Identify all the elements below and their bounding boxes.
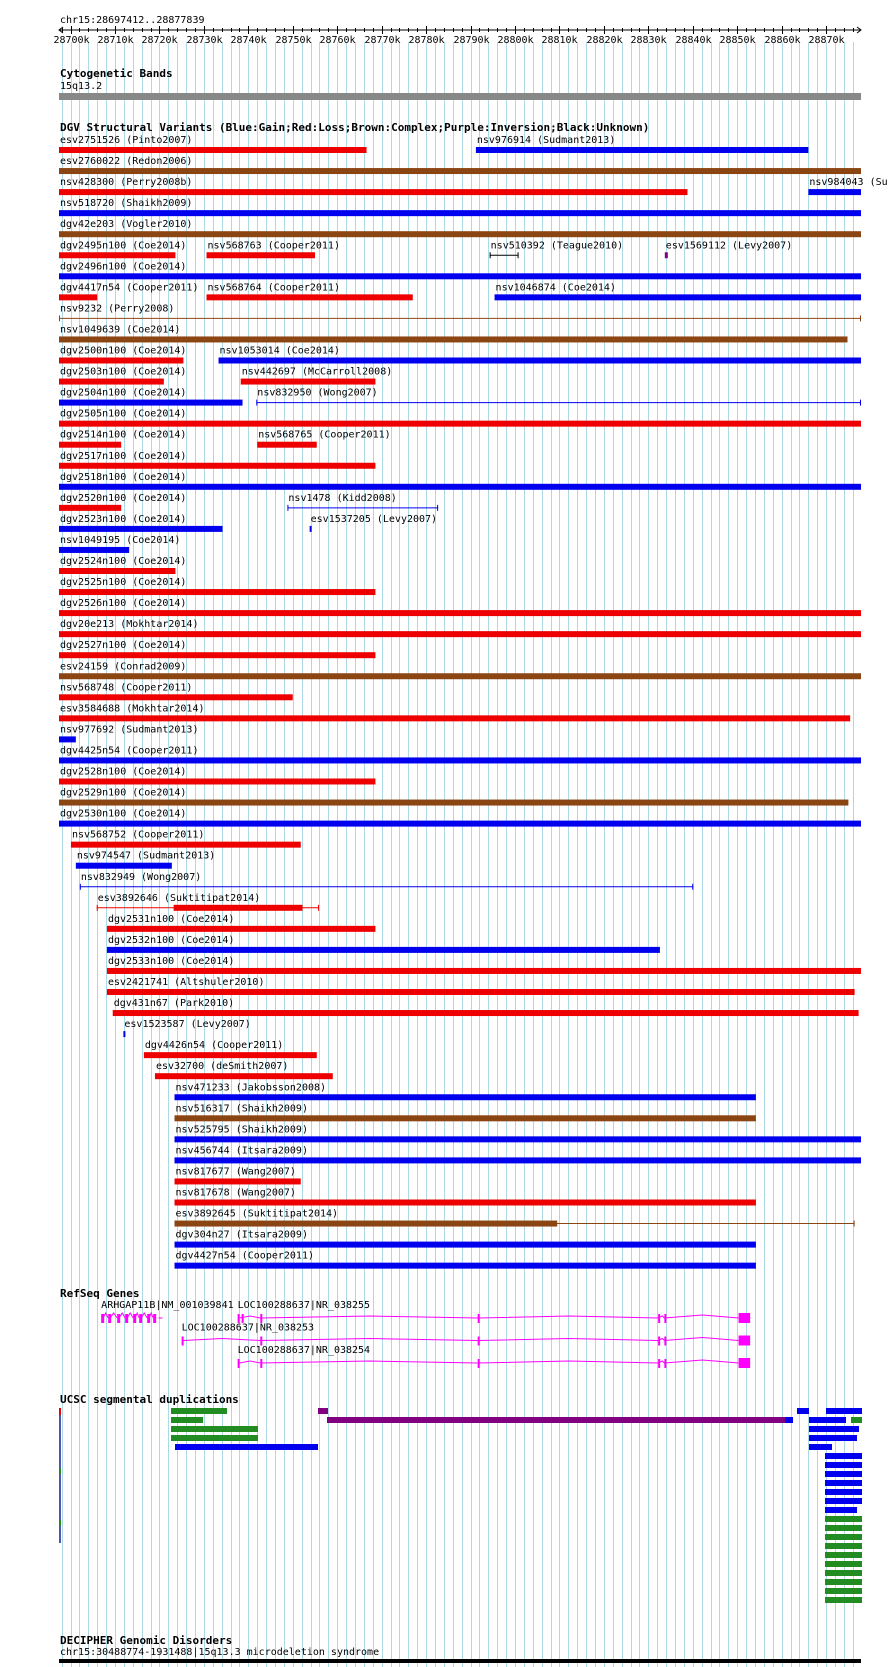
dgv-feature[interactable] xyxy=(107,977,855,995)
dgv-feature[interactable] xyxy=(495,282,861,300)
dgv-feature-label: nsv1049639 (Coe2014) xyxy=(60,324,181,336)
refseq-exon xyxy=(478,1314,480,1323)
dgv-feature-bar[interactable] xyxy=(808,189,861,195)
segdup-blue-block[interactable] xyxy=(175,1444,318,1450)
refseq-exon xyxy=(153,1314,156,1323)
dgv-feature-label: nsv9232 (Perry2008) xyxy=(60,303,175,315)
dgv-feature-bar[interactable] xyxy=(175,1263,756,1269)
dgv-feature-bar[interactable] xyxy=(59,463,375,469)
dgv-feature-label: nsv568764 (Cooper2011) xyxy=(207,282,340,294)
dgv-feature[interactable] xyxy=(59,198,861,216)
dgv-feature-label: nsv568763 (Cooper2011) xyxy=(207,240,340,252)
dgv-feature-bar[interactable] xyxy=(59,147,367,153)
dgv-feature[interactable] xyxy=(59,514,223,532)
dgv-feature-label: nsv471233 (Jakobsson2008) xyxy=(175,1082,327,1094)
decipher-track-title: DECIPHER Genomic Disorders xyxy=(60,1634,233,1647)
segdup-green-block[interactable] xyxy=(171,1408,227,1414)
refseq-exon xyxy=(664,1337,666,1346)
dgv-feature-bar[interactable] xyxy=(59,526,223,532)
ruler-tick-label: 28850k xyxy=(719,35,756,46)
segdup-blue-block[interactable] xyxy=(785,1417,793,1423)
dgv-feature[interactable] xyxy=(59,745,861,763)
refseq-exon xyxy=(739,1313,751,1323)
refseq-exon xyxy=(101,1314,104,1323)
dgv-feature-label: nsv974547 (Sudmant2013) xyxy=(76,850,216,862)
dgv-feature[interactable] xyxy=(59,367,186,385)
refseq-track-title: RefSeq Genes xyxy=(60,1287,140,1300)
refseq-exon xyxy=(133,1314,136,1323)
dgv-feature-bar[interactable] xyxy=(59,252,175,258)
dgv-feature-bar[interactable] xyxy=(59,631,861,637)
dgv-feature-label: esv3892645 (Suktitipat2014) xyxy=(175,1208,339,1220)
dgv-feature-label: dgv2496n100 (Coe2014) xyxy=(60,261,187,273)
dgv-feature[interactable] xyxy=(59,219,861,237)
dgv-feature-label: dgv2524n100 (Coe2014) xyxy=(60,556,187,567)
dgv-feature-bar[interactable] xyxy=(76,863,172,869)
dgv-feature-label: dgv2532n100 (Coe2014) xyxy=(107,934,235,946)
dgv-feature-label: esv2421741 (Altshuler2010) xyxy=(107,977,265,988)
dgv-feature-bar[interactable] xyxy=(59,358,183,364)
dgv-feature-bar[interactable] xyxy=(107,968,861,974)
dgv-feature-label: nsv1053014 (Coe2014) xyxy=(219,345,340,357)
dgv-feature-bar[interactable] xyxy=(207,294,413,300)
refseq-exon xyxy=(478,1337,480,1346)
refseq-gene-label: ARHGAP11B|NM_001039841 xyxy=(101,1300,234,1311)
dgv-feature-label: dgv431n67 (Park2010) xyxy=(113,998,235,1010)
dgv-feature-label: nsv518720 (Shaikh2009) xyxy=(60,198,193,210)
dgv-feature-label: dgv2520n100 (Coe2014) xyxy=(60,492,187,504)
dgv-feature-label: nsv525795 (Shaikh2009) xyxy=(175,1124,308,1136)
refseq-gene-label: LOC100288637|NR_038255 xyxy=(237,1300,371,1311)
dgv-feature-label: dgv42e203 (Vogler2010) xyxy=(60,219,193,231)
dgv-feature-label: dgv2500n100 (Coe2014) xyxy=(60,345,187,357)
refseq-gene-label: LOC100288637|NR_038254 xyxy=(237,1345,371,1356)
dgv-feature[interactable] xyxy=(59,451,375,469)
ruler xyxy=(53,26,861,46)
dgv-feature[interactable] xyxy=(256,388,861,406)
refseq-exon xyxy=(658,1314,660,1323)
dgv-feature-label: nsv568752 (Cooper2011) xyxy=(71,829,205,841)
dgv-feature-bar[interactable] xyxy=(310,526,312,532)
dgv-track xyxy=(59,135,888,1269)
ruler-tick-label: 28750k xyxy=(275,35,312,46)
dgv-feature[interactable] xyxy=(59,388,243,406)
dgv-feature-bar[interactable] xyxy=(59,273,861,279)
dgv-feature-bar[interactable] xyxy=(59,189,687,195)
dgv-feature[interactable] xyxy=(175,1082,756,1100)
dgv-feature-bar[interactable] xyxy=(59,589,375,595)
ruler-tick-label: 28780k xyxy=(408,35,445,46)
dgv-feature-bar[interactable] xyxy=(59,694,293,700)
dgv-feature-bar[interactable] xyxy=(665,252,668,258)
dgv-feature[interactable] xyxy=(287,493,438,511)
dgv-feature-bar[interactable] xyxy=(59,294,97,300)
refseq-exon xyxy=(108,1314,111,1323)
ruler-tick-label: 28770k xyxy=(364,35,401,46)
dgv-feature-label: dgv2517n100 (Coe2014) xyxy=(60,450,187,462)
dgv-feature[interactable] xyxy=(59,767,375,785)
dgv-feature-label: dgv2505n100 (Coe2014) xyxy=(60,408,187,420)
dgv-feature-bar[interactable] xyxy=(59,673,861,679)
refseq-exon xyxy=(117,1314,120,1323)
ruler-tick-label: 28790k xyxy=(453,35,490,46)
dgv-feature[interactable] xyxy=(107,935,660,953)
dgv-feature[interactable] xyxy=(144,1040,317,1058)
dgv-feature[interactable] xyxy=(59,577,375,595)
refseq-exon xyxy=(664,1359,666,1368)
dgv-feature-bar[interactable] xyxy=(59,168,861,174)
decipher-feature-label: chr15:30488774-1931488|15q13.3 microdeletion syndrome xyxy=(60,1647,380,1658)
dgv-feature[interactable] xyxy=(175,1124,861,1142)
dgv-feature-bar[interactable] xyxy=(175,1094,756,1100)
dgv-feature[interactable] xyxy=(175,1188,756,1206)
dgv-feature[interactable] xyxy=(490,240,623,258)
dgv-feature[interactable] xyxy=(175,1230,756,1248)
dgv-feature-label: nsv977692 (Sudmant2013) xyxy=(60,724,199,736)
dgv-feature-label: esv1569112 (Levy2007) xyxy=(665,240,793,252)
refseq-exon xyxy=(182,1337,184,1346)
dgv-feature-label: dgv2527n100 (Coe2014) xyxy=(60,640,187,652)
dgv-feature[interactable] xyxy=(80,872,693,890)
dgv-feature[interactable] xyxy=(808,177,887,195)
dgv-feature-bar[interactable] xyxy=(123,1031,125,1037)
dgv-feature-label: dgv304n27 (Itsara2009) xyxy=(175,1229,308,1241)
segdup-track-title: UCSC segmental duplications xyxy=(60,1393,239,1406)
dgv-feature[interactable] xyxy=(175,1103,756,1121)
dgv-feature-bar[interactable] xyxy=(219,358,861,364)
segdup-track xyxy=(59,1408,862,1603)
refseq-exon xyxy=(125,1314,128,1323)
dgv-feature-label: nsv1478 (Kidd2008) xyxy=(288,492,397,504)
dgv-feature[interactable] xyxy=(59,430,186,448)
dgv-feature-bar[interactable] xyxy=(241,379,376,385)
dgv-feature-bar[interactable] xyxy=(59,505,121,511)
dgv-feature[interactable] xyxy=(476,135,808,153)
refseq-exon xyxy=(147,1314,150,1323)
dgv-feature-bar[interactable] xyxy=(476,147,808,153)
ruler-tick-label: 28830k xyxy=(630,35,667,46)
dgv-feature[interactable] xyxy=(59,409,861,427)
dgv-feature[interactable] xyxy=(59,346,186,364)
refseq-gene[interactable] xyxy=(238,1345,751,1368)
dgv-feature-bar[interactable] xyxy=(59,231,861,237)
dgv-feature-bar[interactable] xyxy=(59,442,121,448)
dgv-feature-bar[interactable] xyxy=(59,715,850,721)
dgv-feature-label: esv1523587 (Levy2007) xyxy=(124,1019,251,1031)
dgv-feature[interactable] xyxy=(241,367,393,385)
dgv-feature[interactable] xyxy=(107,956,861,974)
dgv-feature-bar[interactable] xyxy=(175,1115,756,1121)
dgv-feature-label: dgv20e213 (Mokhtar2014) xyxy=(60,619,199,631)
cytoband-label: 15q13.2 xyxy=(60,81,103,92)
segdup-purple-block[interactable] xyxy=(327,1417,787,1423)
dgv-feature[interactable] xyxy=(59,598,861,616)
dgv-feature-bar[interactable] xyxy=(59,652,375,658)
dgv-feature-bar[interactable] xyxy=(155,1073,333,1079)
segdup-purple-block[interactable] xyxy=(318,1408,328,1414)
refseq-intron xyxy=(240,1315,739,1318)
dgv-feature[interactable] xyxy=(76,851,215,869)
dgv-feature-label: esv32700 (deSmith2007) xyxy=(155,1061,289,1073)
refseq-intron xyxy=(240,1360,739,1363)
dgv-feature[interactable] xyxy=(257,430,390,448)
dgv-feature-label: dgv2523n100 (Coe2014) xyxy=(60,513,187,525)
dgv-feature-bar[interactable] xyxy=(59,421,861,427)
dgv-feature[interactable] xyxy=(175,1145,861,1163)
dgv-feature-bar[interactable] xyxy=(59,568,175,574)
dgv-feature-bar[interactable] xyxy=(59,400,243,406)
refseq-exon xyxy=(260,1359,262,1368)
dgv-feature-bar[interactable] xyxy=(59,379,164,385)
dgv-feature-label: nsv817678 (Wang2007) xyxy=(175,1187,296,1199)
segdup-blue-block[interactable] xyxy=(797,1408,809,1414)
dgv-feature-bar[interactable] xyxy=(59,821,861,827)
dgv-feature-label: dgv2514n100 (Coe2014) xyxy=(60,429,187,441)
dgv-feature-bar[interactable] xyxy=(107,947,660,953)
dgv-feature-bar[interactable] xyxy=(107,926,375,932)
dgv-feature-label: dgv2495n100 (Coe2014) xyxy=(60,240,187,252)
segdup-green-block[interactable] xyxy=(171,1417,203,1423)
dgv-feature[interactable] xyxy=(59,703,850,721)
dgv-feature[interactable] xyxy=(59,535,180,553)
dgv-feature[interactable] xyxy=(97,893,319,911)
dgv-feature-bar[interactable] xyxy=(175,1178,301,1184)
dgv-feature-label: dgv2518n100 (Coe2014) xyxy=(60,471,187,483)
dgv-feature-label: nsv817677 (Wang2007) xyxy=(175,1166,296,1178)
dgv-feature-bar[interactable] xyxy=(175,1157,861,1163)
dgv-feature-label: dgv2528n100 (Coe2014) xyxy=(60,766,187,778)
refseq-exon xyxy=(478,1359,480,1368)
ruler-tick-label: 28870k xyxy=(808,35,845,46)
dgv-feature[interactable] xyxy=(59,303,861,321)
ruler-tick-label: 28820k xyxy=(586,35,623,46)
segdup-green-block[interactable] xyxy=(171,1426,258,1432)
dgv-feature-label: nsv456744 (Itsara2009) xyxy=(175,1145,308,1157)
ruler-tick-label: 28730k xyxy=(186,35,223,46)
ruler-tick-label: 28710k xyxy=(97,35,134,46)
dgv-feature-label: dgv2503n100 (Coe2014) xyxy=(60,366,187,378)
dgv-feature-label: nsv1049195 (Coe2014) xyxy=(60,534,181,546)
dgv-feature-label: nsv516317 (Shaikh2009) xyxy=(175,1103,308,1115)
dgv-feature-bar[interactable] xyxy=(59,484,861,490)
dgv-feature[interactable] xyxy=(175,1251,756,1269)
ruler-tick-label: 28720k xyxy=(141,35,178,46)
ruler-tick-label: 28840k xyxy=(675,35,712,46)
refseq-track xyxy=(101,1300,750,1368)
dgv-feature-label: dgv4426n54 (Cooper2011) xyxy=(144,1040,284,1052)
dgv-feature-bar[interactable] xyxy=(59,336,847,342)
dgv-feature-bar[interactable] xyxy=(175,1136,861,1142)
dgv-feature-label: nsv568765 (Cooper2011) xyxy=(258,429,391,441)
dgv-feature-label: dgv2529n100 (Coe2014) xyxy=(60,787,187,799)
dgv-feature-bar[interactable] xyxy=(107,989,855,995)
dgv-feature[interactable] xyxy=(59,135,367,153)
dgv-feature-bar[interactable] xyxy=(175,1200,756,1206)
ruler-tick-label: 28740k xyxy=(230,35,267,46)
refseq-exon xyxy=(739,1336,751,1346)
dgv-feature[interactable] xyxy=(175,1209,855,1227)
refseq-exon xyxy=(238,1359,240,1368)
dgv-feature[interactable] xyxy=(59,640,375,658)
dgv-feature-label: esv1537205 (Levy2007) xyxy=(310,513,438,525)
dgv-feature-bar[interactable] xyxy=(175,1242,756,1248)
dgv-feature-label: nsv510392 (Teague2010) xyxy=(490,240,624,252)
dgv-feature-label: dgv2525n100 (Coe2014) xyxy=(60,577,187,589)
ruler-tick-label: 28860k xyxy=(764,35,801,46)
dgv-feature[interactable] xyxy=(59,156,861,174)
dgv-feature[interactable] xyxy=(59,240,186,258)
dgv-feature-label: nsv428300 (Perry2008b) xyxy=(60,177,193,189)
dgv-feature[interactable] xyxy=(59,261,861,279)
dgv-feature-bar[interactable] xyxy=(174,905,303,911)
refseq-exon xyxy=(658,1359,660,1368)
refseq-exon xyxy=(139,1314,142,1323)
segdup-left-edge-ticks xyxy=(59,1408,61,1543)
dgv-feature-label: dgv4425n54 (Cooper2011) xyxy=(60,745,199,757)
refseq-exon xyxy=(739,1358,751,1368)
dgv-feature-bar[interactable] xyxy=(175,1221,558,1227)
dgv-feature-label: nsv976914 (Sudmant2013) xyxy=(476,135,616,146)
dgv-feature-label: nsv568748 (Cooper2011) xyxy=(60,682,193,694)
dgv-feature-label: dgv2533n100 (Coe2014) xyxy=(107,955,235,967)
dgv-feature-label: esv2751526 (Pinto2007) xyxy=(60,135,193,146)
dgv-feature-label: esv2760022 (Redon2006) xyxy=(60,156,193,168)
dgv-feature-label: esv3892646 (Suktitipat2014) xyxy=(97,892,261,904)
dgv-feature-bar[interactable] xyxy=(71,842,301,848)
dgv-track-title: DGV Structural Variants (Blue:Gain;Red:Loss;Brown:Complex;Purple:Inversion;Black:Unknown) xyxy=(60,121,650,134)
ruler-tick-label: 28810k xyxy=(541,35,578,46)
position-label: chr15:28697412..28877839 xyxy=(60,15,205,26)
dgv-feature-bar[interactable] xyxy=(59,610,861,616)
cytoband-bar[interactable] xyxy=(59,93,861,100)
dgv-feature-label: nsv832950 (Wong2007) xyxy=(257,387,378,399)
dgv-feature-label: esv3584688 (Mokhtar2014) xyxy=(60,703,205,715)
dgv-feature-label: nsv1046874 (Coe2014) xyxy=(495,282,616,294)
dgv-feature-label: dgv2531n100 (Coe2014) xyxy=(107,913,235,925)
dgv-feature-label: nsv832949 (Wong2007) xyxy=(80,871,202,883)
cytoband-track-title: Cytogenetic Bands xyxy=(60,67,173,80)
dgv-feature-bar[interactable] xyxy=(59,757,861,763)
dgv-feature-bar[interactable] xyxy=(495,294,861,300)
dgv-feature[interactable] xyxy=(155,1061,333,1079)
decipher-feature-bar[interactable] xyxy=(59,1659,861,1663)
dgv-feature-bar[interactable] xyxy=(59,736,76,742)
dgv-feature-bar[interactable] xyxy=(59,547,129,553)
dgv-feature-label: dgv2504n100 (Coe2014) xyxy=(60,387,187,399)
dgv-feature[interactable] xyxy=(59,493,186,511)
dgv-feature-label: dgv2530n100 (Coe2014) xyxy=(60,808,187,820)
dgv-feature-label: dgv2526n100 (Coe2014) xyxy=(60,598,187,610)
dgv-feature-bar[interactable] xyxy=(59,779,375,785)
dgv-feature-label: nsv984043 (Su xyxy=(809,177,888,189)
dgv-feature-label: dgv4417n54 (Cooper2011) xyxy=(60,282,199,294)
dgv-feature-bar[interactable] xyxy=(207,252,315,258)
dgv-feature[interactable] xyxy=(59,619,861,637)
dgv-feature[interactable] xyxy=(59,661,861,679)
refseq-gene[interactable] xyxy=(238,1300,751,1323)
dgv-feature-label: esv24159 (Conrad2009) xyxy=(60,661,187,673)
dgv-feature-bar[interactable] xyxy=(113,1010,859,1016)
dgv-feature[interactable] xyxy=(107,914,375,932)
dgv-feature-label: dgv4427n54 (Cooper2011) xyxy=(175,1250,315,1262)
refseq-exon xyxy=(664,1314,666,1323)
dgv-feature-bar[interactable] xyxy=(59,210,861,216)
dgv-feature-bar[interactable] xyxy=(144,1052,317,1058)
dgv-feature-bar[interactable] xyxy=(59,800,848,806)
dgv-feature[interactable] xyxy=(59,556,186,574)
dgv-feature[interactable] xyxy=(59,472,861,490)
ruler-tick-label: 28760k xyxy=(319,35,356,46)
ruler-tick-label: 28800k xyxy=(497,35,534,46)
dgv-feature[interactable] xyxy=(207,282,413,300)
segdup-green-block[interactable] xyxy=(171,1435,258,1441)
dgv-feature[interactable] xyxy=(175,1166,301,1184)
ruler-tick-label: 28700k xyxy=(53,35,90,46)
refseq-exon xyxy=(658,1337,660,1346)
dgv-feature-bar[interactable] xyxy=(257,442,317,448)
dgv-feature[interactable] xyxy=(59,809,861,827)
refseq-gene-label: LOC100288637|NR_038253 xyxy=(181,1322,315,1334)
dgv-feature-label: nsv442697 (McCarroll2008) xyxy=(241,366,393,378)
